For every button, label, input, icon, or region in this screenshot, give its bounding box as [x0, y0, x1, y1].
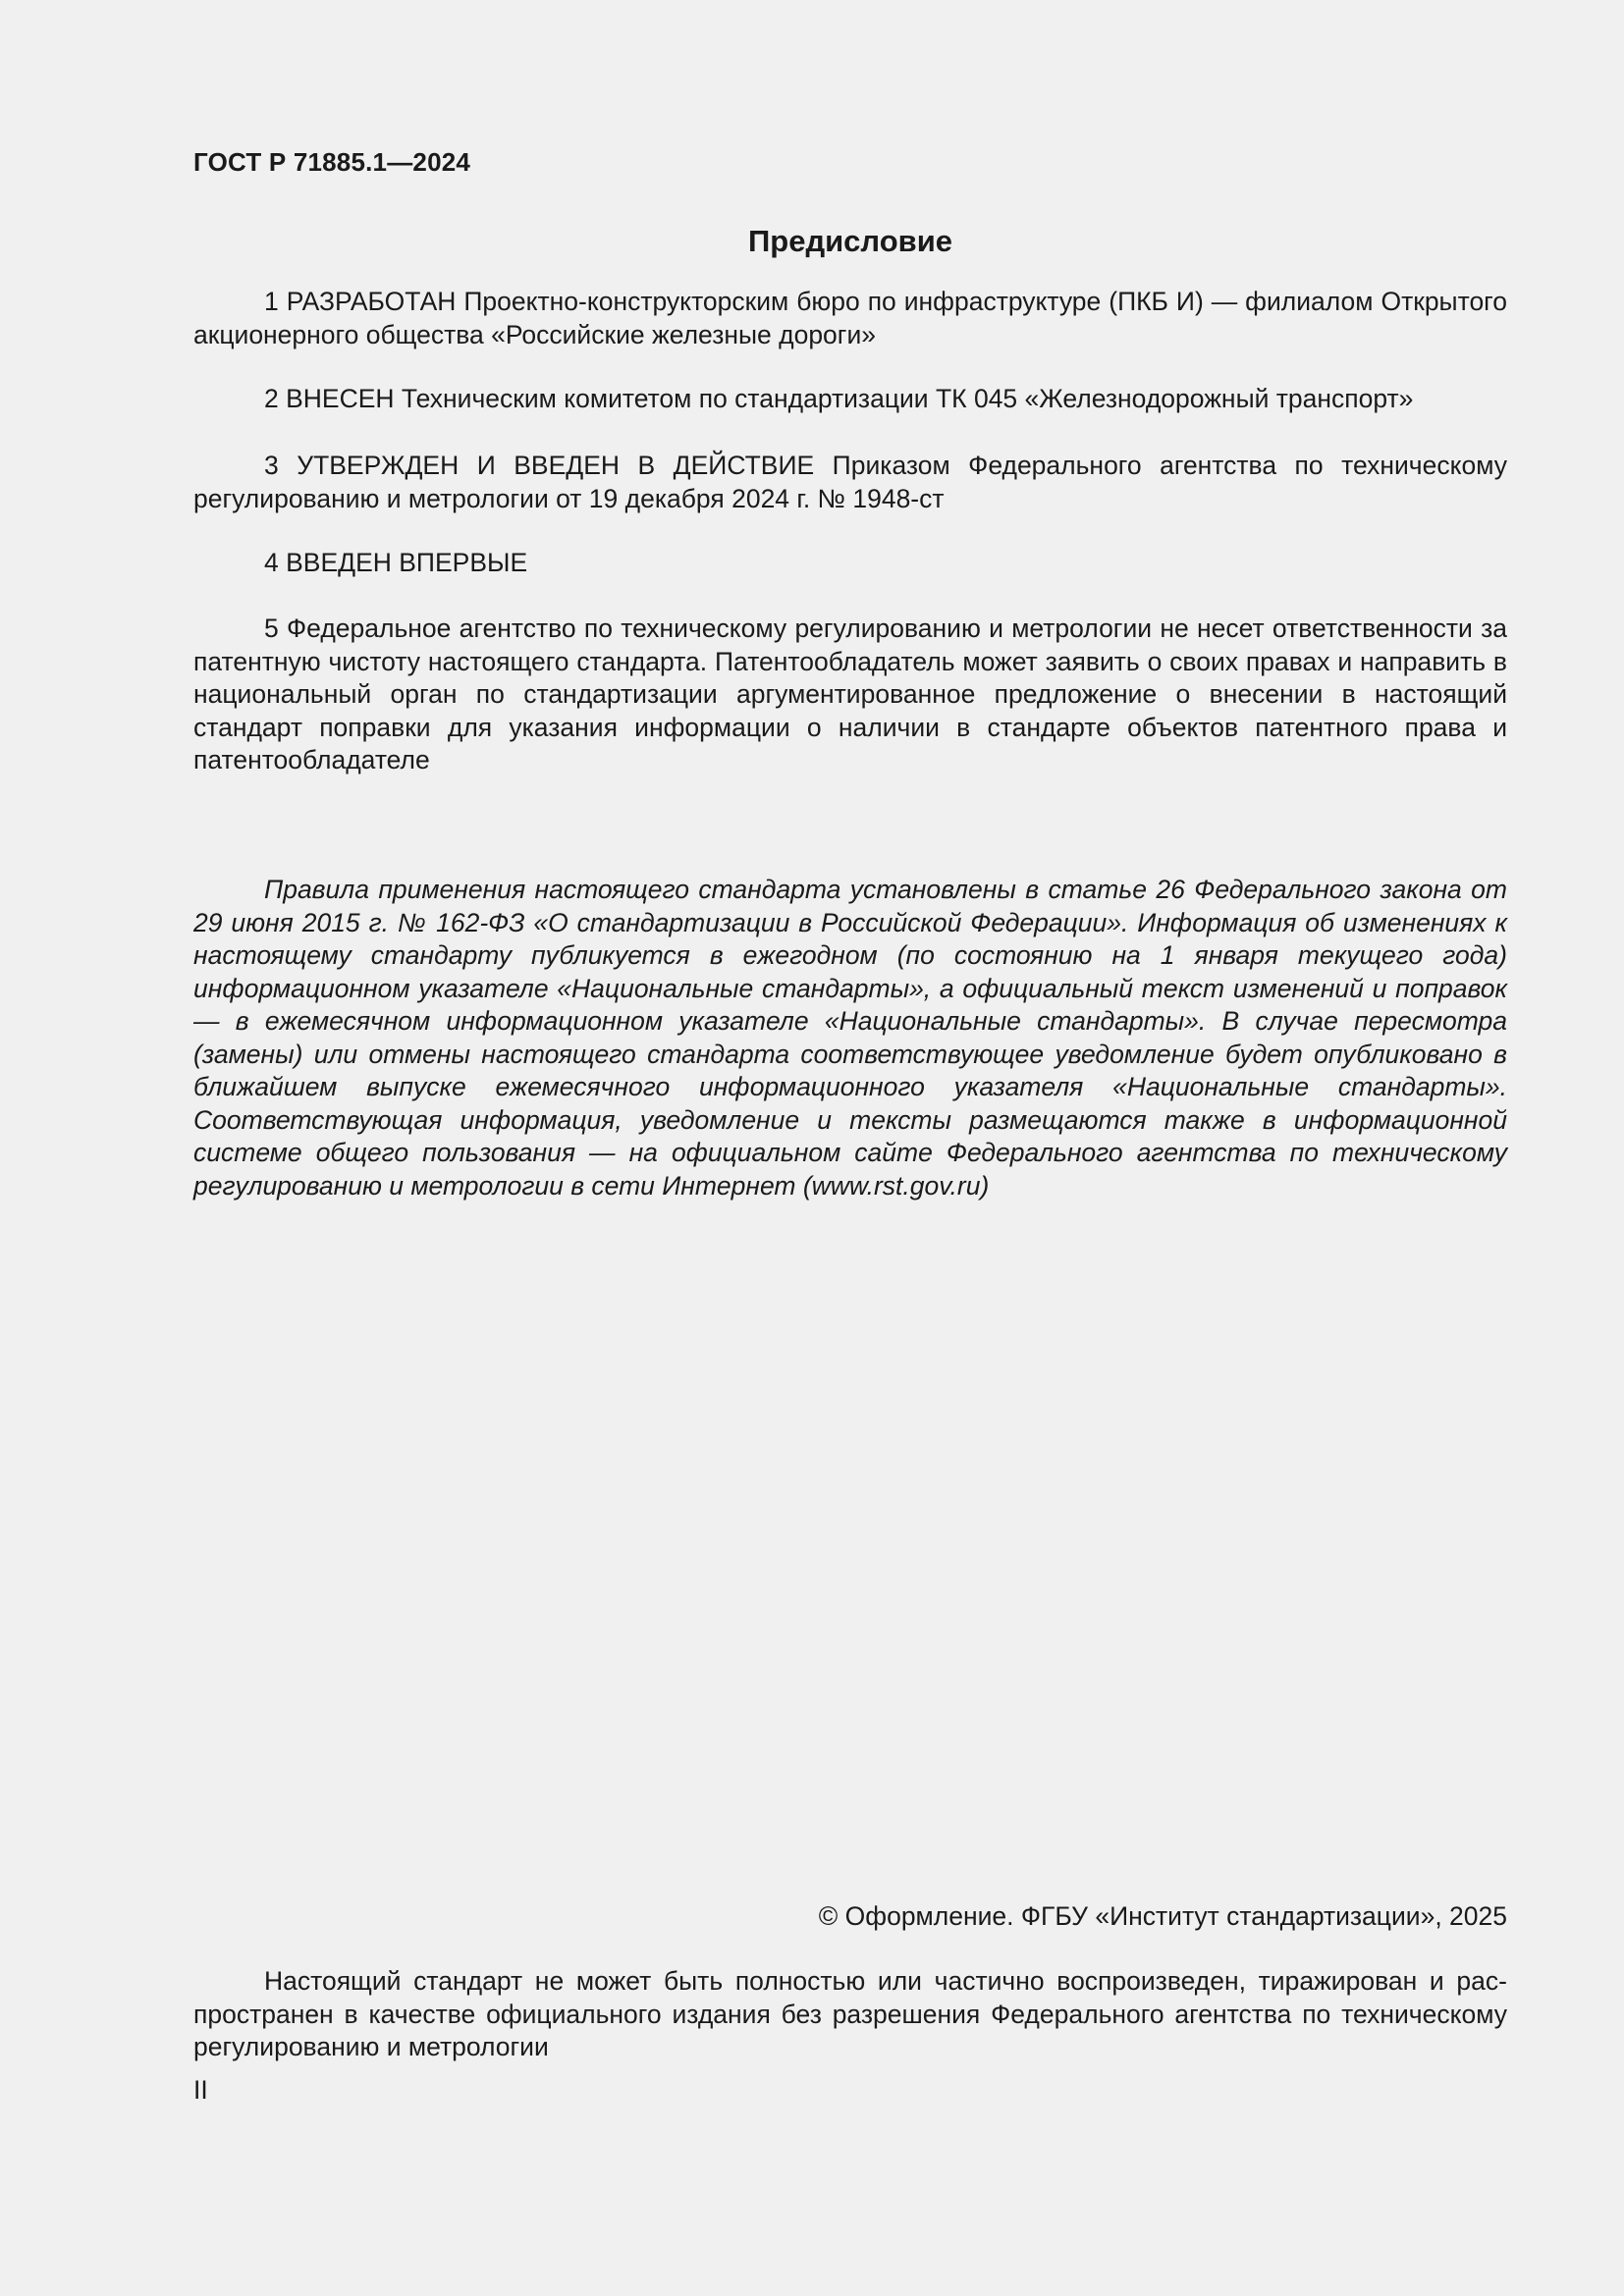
copyright-line: © Оформление. ФГБУ «Институт стандартизации», 2025	[818, 1901, 1507, 1931]
page-title: Предисловие	[747, 224, 952, 258]
reproduction-notice: Настоящий стандарт не может быть полностью или частично воспроизведен, тиражирован и распространен в качестве официального издания без разрешения Федерального агентства по техническому регулированию и метрологии	[193, 1966, 1507, 2061]
paragraph-approved: 3 УТВЕРЖДЕН И ВВЕДЕН В ДЕЙСТВИЕ Приказом Федерального агентства по техническому регулированию и метрологии от 19 декабря 2024 г. № 1948-ст	[193, 451, 1507, 513]
document-page	[193, 0, 1507, 2296]
paragraph-introduced-by: 2 ВНЕСЕН Техническим комитетом по стандартизации ТК 045 «Железнодорожный транспорт»	[264, 384, 1414, 413]
paragraph-first-introduced: 4 ВВЕДЕН ВПЕРВЫЕ	[264, 548, 528, 577]
paragraph-developed-by: 1 РАЗРАБОТАН Проектно-конструкторским бюро по инфраструктуре (ПКБ И) — филиалом Открытого акционерного общества «Российские железные дороги»	[193, 287, 1507, 349]
page-number: II	[193, 2075, 208, 2105]
document-code: ГОСТ Р 71885.1—2024	[193, 147, 471, 177]
paragraph-patent-notice: 5 Федеральное агентство по техническому регулированию и метрологии не несет ответственности за патентную чистоту настоящего стандарта. Патентообладатель может заявить о своих правах и направить в национальный орган по стандартизации аргументированное предложение о внесении в настоящий стандарт поправки для указания информации о наличии в стандарте объектов патентного права и патентообладателе	[193, 614, 1507, 774]
application-rules-note: Правила применения настоящего стандарта установлены в статье 26 Федерального закона от 29 июня 2015 г. № 162-ФЗ «О стандартизации в Российской Федерации». Информация об изменениях к настоящему стандарту публикуется в ежегодном (по состоянию на 1 января текущего года) информационном указателе «Национальные стандарты», а официальный текст изменений и поправок — в ежемесячном информационном указателе «Национальные стандарты». В случае пересмотра (замены) или отмены настоящего стандарта соответствующее уведомление будет опубликовано в ближайшем выпуске ежемесячного информационного указателя «Национальные стандарты». Соответствующая информация, уведомление и тексты размещаются также в информационной системе общего пользования — на официальном сайте Федерального агентства по техническому регулированию и метрологии в сети Интернет (www.rst.gov.ru)	[193, 875, 1507, 1201]
